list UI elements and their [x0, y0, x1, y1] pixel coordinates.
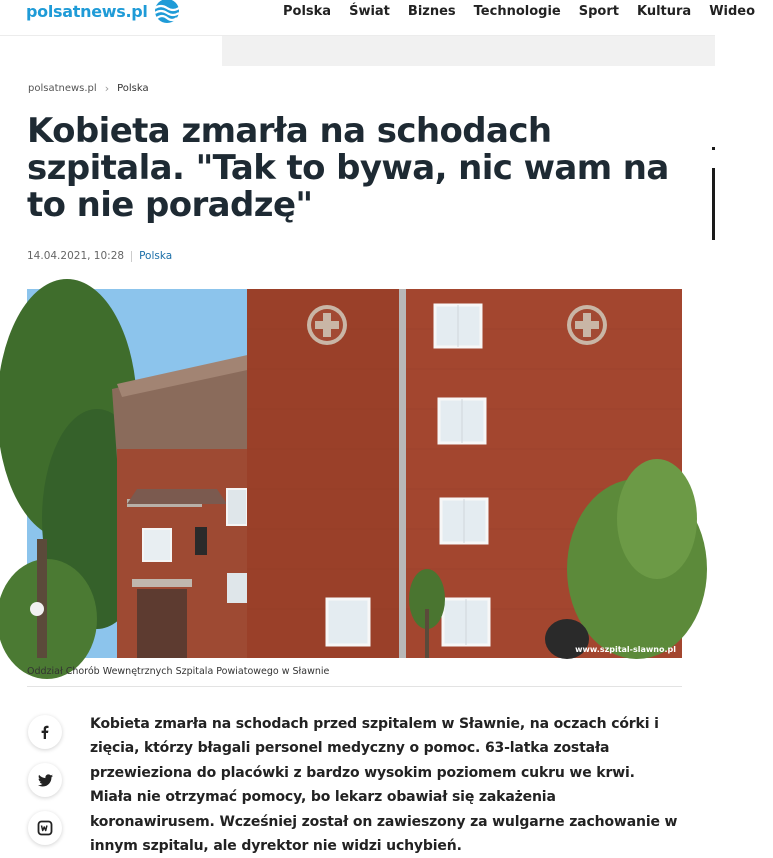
article-lead: Kobieta zmarła na schodach przed szpitalem w Sławnie, na oczach córki i zięcia, którzy błagali personel medyczny o pomoc. 63-latka została przewieziona do placówki z bardzo wysokim poziomem cukru we krwi. Miała nie otrzymać pomocy, bo lekarz obawiał się zakażenia koronawirusem. Wcześniej został on zawieszony za wulgarne zachowanie w innym szpitalu, ale dyrektor nie widzi uchybień. — [90, 716, 678, 855]
site-logo[interactable] — [26, 0, 182, 24]
nav-item-kultura[interactable]: Kultura — [636, 3, 692, 19]
breadcrumb — [28, 82, 149, 95]
share-twitter-button[interactable] — [28, 763, 62, 797]
breadcrumb-home[interactable]: polsatnews.pl — [28, 83, 97, 94]
edge-mark — [712, 147, 715, 150]
logo-text-news: news.pl — [80, 1, 148, 21]
article-date: 14.04.2021, 10:28 — [27, 250, 125, 262]
nav-item-biznes[interactable]: Biznes — [407, 3, 456, 19]
article-hero-image — [27, 289, 682, 658]
breadcrumb-separator: › — [104, 82, 110, 95]
breadcrumb-current[interactable]: Polska — [117, 83, 149, 94]
wykop-icon — [37, 820, 53, 836]
share-facebook-button[interactable] — [28, 715, 62, 749]
ad-placeholder — [222, 36, 715, 66]
nav-item-technologie[interactable]: Technologie — [473, 3, 561, 19]
edge-mark — [712, 168, 715, 240]
caption-divider — [27, 686, 682, 687]
nav-item-swiat[interactable]: Świat — [349, 3, 390, 19]
article-meta — [27, 250, 172, 262]
share-wykop-button[interactable] — [28, 811, 62, 845]
nav-item-polska[interactable]: Polska — [283, 3, 332, 19]
logo-wave-icon — [152, 0, 182, 24]
hospital-building-illustration — [27, 289, 682, 658]
nav-item-wideo[interactable]: Wideo — [709, 3, 756, 19]
logo-text-polsat: polsat — [26, 1, 81, 21]
article-category-link[interactable]: Polska — [139, 250, 173, 262]
image-watermark: www.szpital-slawno.pl — [575, 645, 676, 654]
main-nav — [283, 1, 773, 21]
facebook-icon — [38, 725, 52, 739]
site-header — [0, 0, 756, 36]
article-title: Kobieta zmarła na schodach szpitala. "Tak to bywa, nic wam na to nie poradzę" — [27, 111, 669, 225]
twitter-icon — [38, 774, 53, 787]
image-caption: Oddział Chorób Wewnętrznych Szpitala Powiatowego w Sławnie — [27, 666, 330, 677]
meta-divider — [131, 251, 132, 262]
nav-item-sport[interactable]: Sport — [578, 3, 619, 19]
